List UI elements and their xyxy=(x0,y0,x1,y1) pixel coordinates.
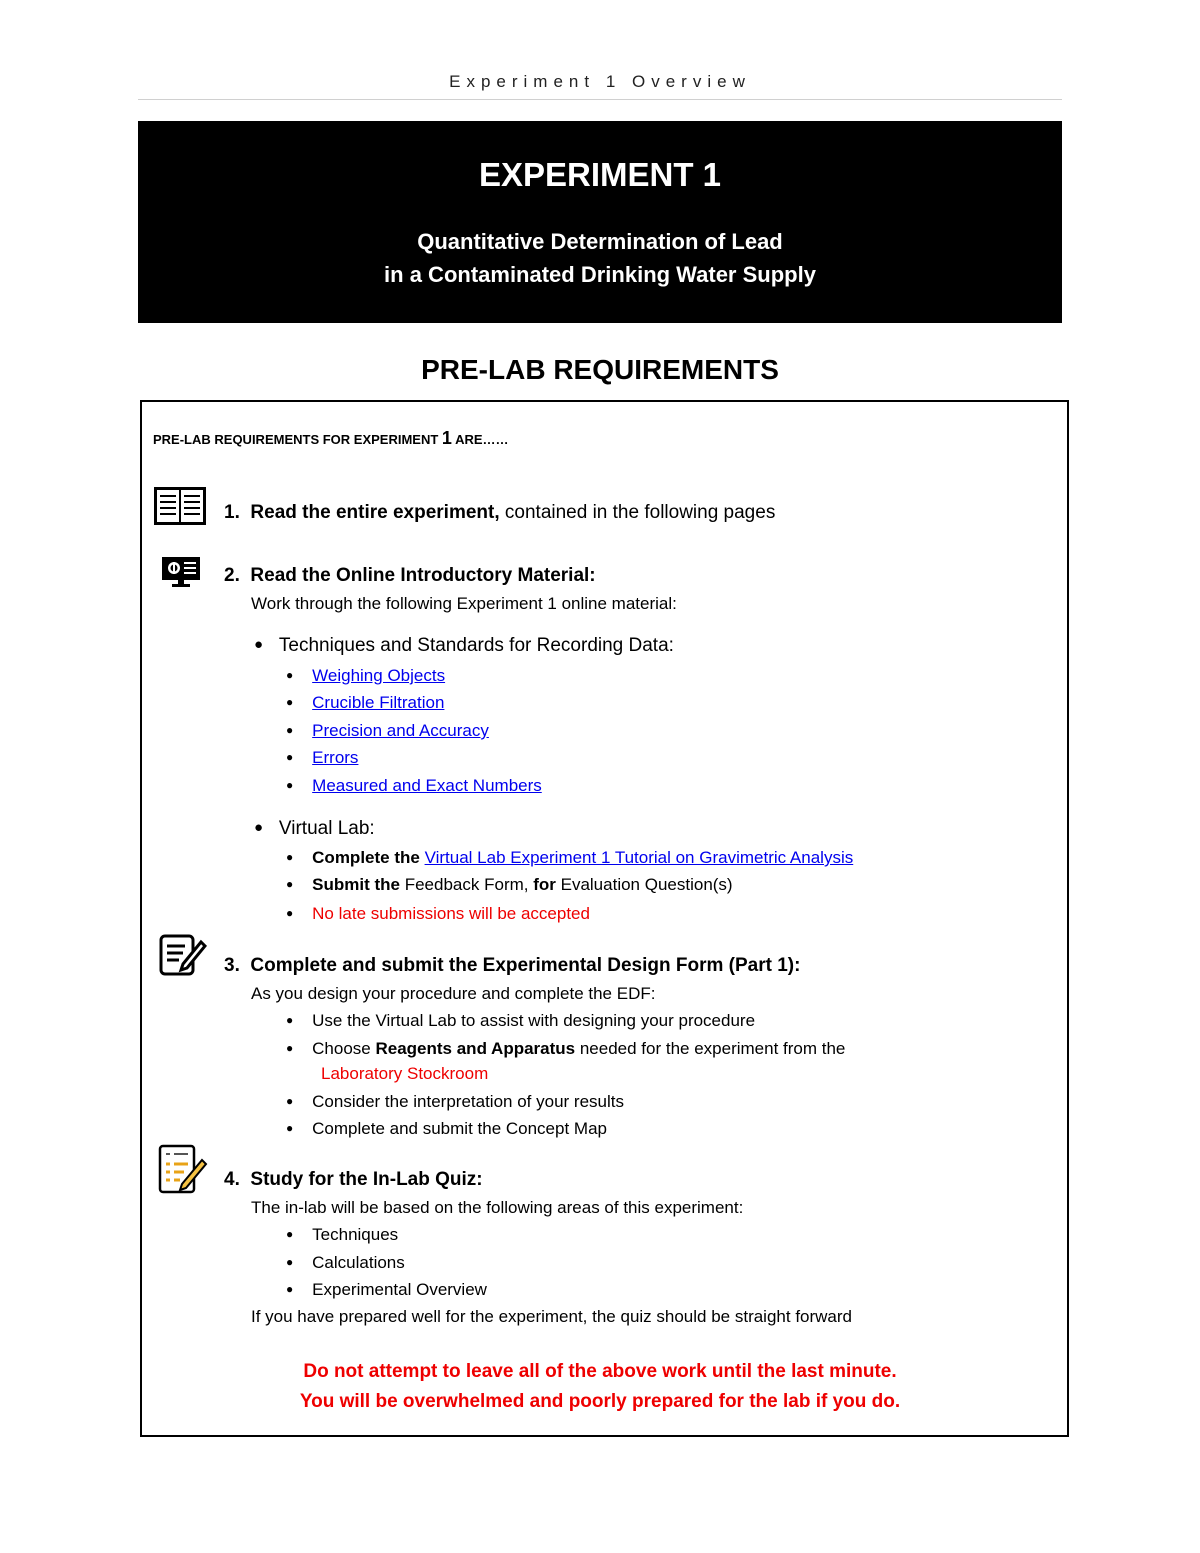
list-item xyxy=(286,875,733,895)
step-4-bullet-3: Experimental Overview xyxy=(312,1280,487,1299)
step-4-heading xyxy=(224,1169,483,1191)
techniques-bullet xyxy=(254,635,674,657)
header-divider xyxy=(138,99,1062,100)
step-2-description: Work through the following Experiment 1 online material: xyxy=(251,594,677,613)
link-crucible-filtration[interactable]: Crucible Filtration xyxy=(312,693,445,712)
step-4-bullet-2: Calculations xyxy=(312,1253,405,1272)
bullet-icon: ● xyxy=(286,1094,294,1108)
list-item xyxy=(286,1039,845,1059)
vl1-bold: Complete the xyxy=(312,848,425,867)
bullet-icon: ● xyxy=(286,1121,294,1135)
monitor-icon xyxy=(161,556,201,588)
step-4-closing: If you have prepared well for the experiment, the quiz should be straight forward xyxy=(251,1307,853,1326)
bullet-icon: ● xyxy=(286,778,294,792)
bullet-icon: ● xyxy=(286,906,294,920)
vl2-bold1: Submit the xyxy=(312,875,400,894)
step-3-heading xyxy=(224,955,800,977)
checklist-pencil-icon xyxy=(158,1144,208,1194)
bullet-icon: ● xyxy=(286,695,294,709)
list-item xyxy=(286,776,542,796)
list-item xyxy=(286,1225,398,1245)
banner-subtitle-line1: Quantitative Determination of Lead xyxy=(417,229,783,254)
link-virtual-lab-tutorial[interactable]: Virtual Lab Experiment 1 Tutorial on Gravimetric Analysis xyxy=(424,848,854,867)
book-icon xyxy=(154,487,206,525)
list-item xyxy=(286,1253,405,1273)
list-item xyxy=(286,748,358,768)
link-precision-accuracy[interactable]: Precision and Accuracy xyxy=(312,721,489,740)
bullet-icon: ● xyxy=(286,1041,294,1055)
intro-text-a: PRE-LAB REQUIREMENTS FOR EXPERIMENT xyxy=(153,432,442,447)
list-item xyxy=(286,1280,487,1300)
warning-line-2: You will be overwhelmed and poorly prepared for the lab if you do. xyxy=(299,1391,901,1412)
bullet-icon: ● xyxy=(286,877,294,891)
laboratory-stockroom: Laboratory Stockroom xyxy=(321,1064,489,1083)
step-3-bullet-2-bold: Reagents and Apparatus xyxy=(375,1039,576,1058)
step-1-number: 1. xyxy=(224,502,240,523)
vl2-mid: Feedback Form, xyxy=(400,875,534,894)
banner-title: EXPERIMENT 1 xyxy=(478,156,722,193)
link-measured-exact-numbers[interactable]: Measured and Exact Numbers xyxy=(312,776,542,795)
bullet-icon: ● xyxy=(254,819,264,836)
step-3-bullet-2b: needed for the experiment from the xyxy=(575,1039,846,1058)
step-4-bullet-1: Techniques xyxy=(312,1225,399,1244)
bullet-icon: ● xyxy=(286,1282,294,1296)
banner-subtitle-line2: in a Contaminated Drinking Water Supply xyxy=(384,262,816,287)
step-3-bullet-3: Consider the interpretation of your results xyxy=(312,1092,624,1111)
list-item xyxy=(286,848,853,868)
list-item xyxy=(286,1092,624,1112)
list-item xyxy=(286,1011,755,1031)
virtual-lab-bullet xyxy=(254,818,375,840)
intro-text-b: ARE…… xyxy=(451,432,509,447)
bullet-icon: ● xyxy=(286,1013,294,1027)
list-item xyxy=(286,721,489,741)
running-header: Experiment 1 Overview xyxy=(449,72,751,91)
bullet-icon: ● xyxy=(286,723,294,737)
bullet-icon: ● xyxy=(254,636,264,653)
bullet-icon: ● xyxy=(286,1227,294,1241)
bullet-icon: ● xyxy=(286,750,294,764)
intro-number: 1 xyxy=(441,428,452,448)
step-1 xyxy=(224,502,775,524)
list-item xyxy=(286,1119,607,1139)
step-3-number: 3. xyxy=(224,955,240,976)
late-submission-note: No late submissions will be accepted xyxy=(312,904,590,923)
list-item xyxy=(286,693,444,713)
step-4-description: The in-lab will be based on the following areas of this experiment: xyxy=(251,1198,744,1217)
list-item xyxy=(286,666,445,686)
requirements-box xyxy=(140,400,1069,1437)
step-3-bullet-4: Complete and submit the Concept Map xyxy=(312,1119,607,1138)
bullet-icon: ● xyxy=(286,850,294,864)
intro-line xyxy=(153,428,509,449)
step-3-bullet-1: Use the Virtual Lab to assist with designing your procedure xyxy=(312,1011,756,1030)
virtual-lab-heading: Virtual Lab: xyxy=(278,818,375,839)
bullet-icon: ● xyxy=(286,668,294,682)
step-2-heading xyxy=(224,565,596,587)
step-3-description: As you design your procedure and complete the EDF: xyxy=(251,984,656,1003)
step-2-number: 2. xyxy=(224,565,240,586)
link-weighing-objects[interactable]: Weighing Objects xyxy=(312,666,446,685)
warning-line-1: Do not attempt to leave all of the above work until the last minute. xyxy=(303,1361,897,1382)
step-3-bold: Complete and submit the Experimental Design Form (Part 1): xyxy=(250,955,801,976)
step-4-number: 4. xyxy=(224,1169,240,1190)
step-1-rest: contained in the following pages xyxy=(499,502,776,523)
step-4-bold: Study for the In-Lab Quiz: xyxy=(250,1169,483,1190)
techniques-heading: Techniques and Standards for Recording Data: xyxy=(278,635,674,656)
vl2-rest: Evaluation Question(s) xyxy=(555,875,733,894)
list-item xyxy=(286,904,590,924)
section-heading: PRE-LAB REQUIREMENTS xyxy=(421,354,779,385)
step-2-bold: Read the Online Introductory Material: xyxy=(250,565,596,586)
bullet-icon: ● xyxy=(286,1255,294,1269)
step-3-bullet-2a: Choose xyxy=(312,1039,376,1058)
vl2-bold2: for xyxy=(533,875,556,894)
notepad-pencil-icon xyxy=(159,932,207,976)
title-banner xyxy=(138,121,1062,323)
step-1-bold: Read the entire experiment, xyxy=(250,502,500,523)
link-errors[interactable]: Errors xyxy=(312,748,359,767)
